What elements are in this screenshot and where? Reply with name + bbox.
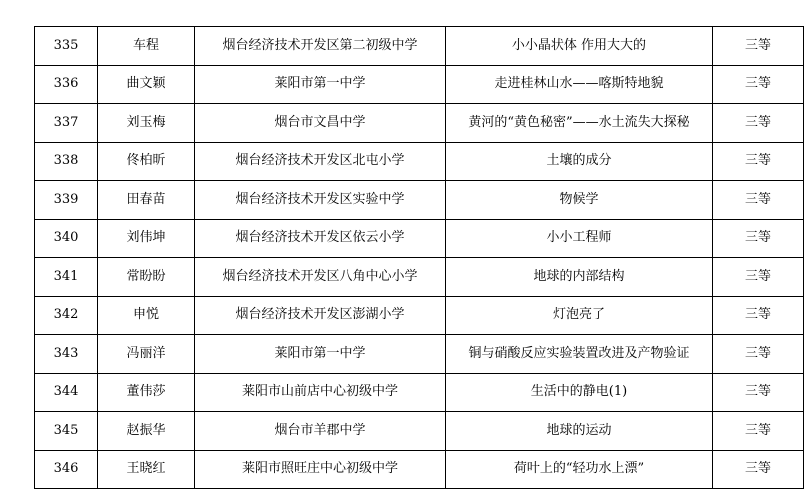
table-row [35, 373, 804, 412]
cell-title: 黄河的“黄色秘密”——水土流失大探秘 [446, 104, 713, 143]
cell-name: 曲文颖 [98, 65, 195, 104]
table-body [35, 27, 804, 489]
cell-title: 小小晶状体 作用大大的 [446, 27, 713, 66]
cell-title: 走进桂林山水——喀斯特地貌 [446, 65, 713, 104]
table-row [35, 27, 804, 66]
cell-school: 莱阳市第一中学 [195, 335, 446, 374]
cell-name: 车程 [98, 27, 195, 66]
cell-award: 三等 [713, 27, 804, 66]
cell-award: 三等 [713, 335, 804, 374]
cell-award: 三等 [713, 412, 804, 451]
cell-school: 烟台经济技术开发区依云小学 [195, 219, 446, 258]
cell-index: 346 [35, 450, 98, 489]
cell-award: 三等 [713, 296, 804, 335]
cell-award: 三等 [713, 258, 804, 297]
cell-name: 申悦 [98, 296, 195, 335]
cell-title: 地球的运动 [446, 412, 713, 451]
cell-index: 345 [35, 412, 98, 451]
cell-school: 烟台经济技术开发区实验中学 [195, 181, 446, 220]
cell-award: 三等 [713, 181, 804, 220]
cell-school: 烟台市羊郡中学 [195, 412, 446, 451]
cell-school: 烟台市文昌中学 [195, 104, 446, 143]
cell-school: 莱阳市照旺庄中心初级中学 [195, 450, 446, 489]
cell-title: 灯泡亮了 [446, 296, 713, 335]
cell-index: 337 [35, 104, 98, 143]
cell-name: 冯丽洋 [98, 335, 195, 374]
cell-index: 344 [35, 373, 98, 412]
cell-award: 三等 [713, 142, 804, 181]
cell-name: 赵振华 [98, 412, 195, 451]
cell-index: 339 [35, 181, 98, 220]
cell-award: 三等 [713, 65, 804, 104]
cell-name: 田春苗 [98, 181, 195, 220]
cell-title: 土壤的成分 [446, 142, 713, 181]
table-row [35, 181, 804, 220]
cell-title: 铜与硝酸反应实验装置改进及产物验证 [446, 335, 713, 374]
cell-name: 刘伟坤 [98, 219, 195, 258]
table-row [35, 142, 804, 181]
table-row [35, 296, 804, 335]
cell-index: 342 [35, 296, 98, 335]
cell-title: 地球的内部结构 [446, 258, 713, 297]
cell-index: 341 [35, 258, 98, 297]
cell-title: 生活中的静电(1) [446, 373, 713, 412]
cell-school: 烟台经济技术开发区北屯小学 [195, 142, 446, 181]
cell-school: 莱阳市山前店中心初级中学 [195, 373, 446, 412]
cell-name: 董伟莎 [98, 373, 195, 412]
cell-title: 小小工程师 [446, 219, 713, 258]
cell-school: 烟台经济技术开发区八角中心小学 [195, 258, 446, 297]
table-row [35, 104, 804, 143]
cell-award: 三等 [713, 219, 804, 258]
cell-school: 烟台经济技术开发区第二初级中学 [195, 27, 446, 66]
table-row [35, 450, 804, 489]
cell-name: 刘玉梅 [98, 104, 195, 143]
cell-index: 335 [35, 27, 98, 66]
table-row [35, 412, 804, 451]
table-row [35, 219, 804, 258]
cell-index: 340 [35, 219, 98, 258]
table-row [35, 258, 804, 297]
cell-award: 三等 [713, 373, 804, 412]
cell-award: 三等 [713, 450, 804, 489]
cell-index: 338 [35, 142, 98, 181]
cell-school: 烟台经济技术开发区澎湖小学 [195, 296, 446, 335]
table-row [35, 65, 804, 104]
cell-title: 荷叶上的“轻功水上漂” [446, 450, 713, 489]
cell-school: 莱阳市第一中学 [195, 65, 446, 104]
cell-name: 王晓红 [98, 450, 195, 489]
table-row [35, 335, 804, 374]
cell-name: 佟柏昕 [98, 142, 195, 181]
cell-index: 343 [35, 335, 98, 374]
cell-name: 常盼盼 [98, 258, 195, 297]
cell-index: 336 [35, 65, 98, 104]
cell-award: 三等 [713, 104, 804, 143]
cell-title: 物候学 [446, 181, 713, 220]
award-list-table [34, 26, 804, 489]
